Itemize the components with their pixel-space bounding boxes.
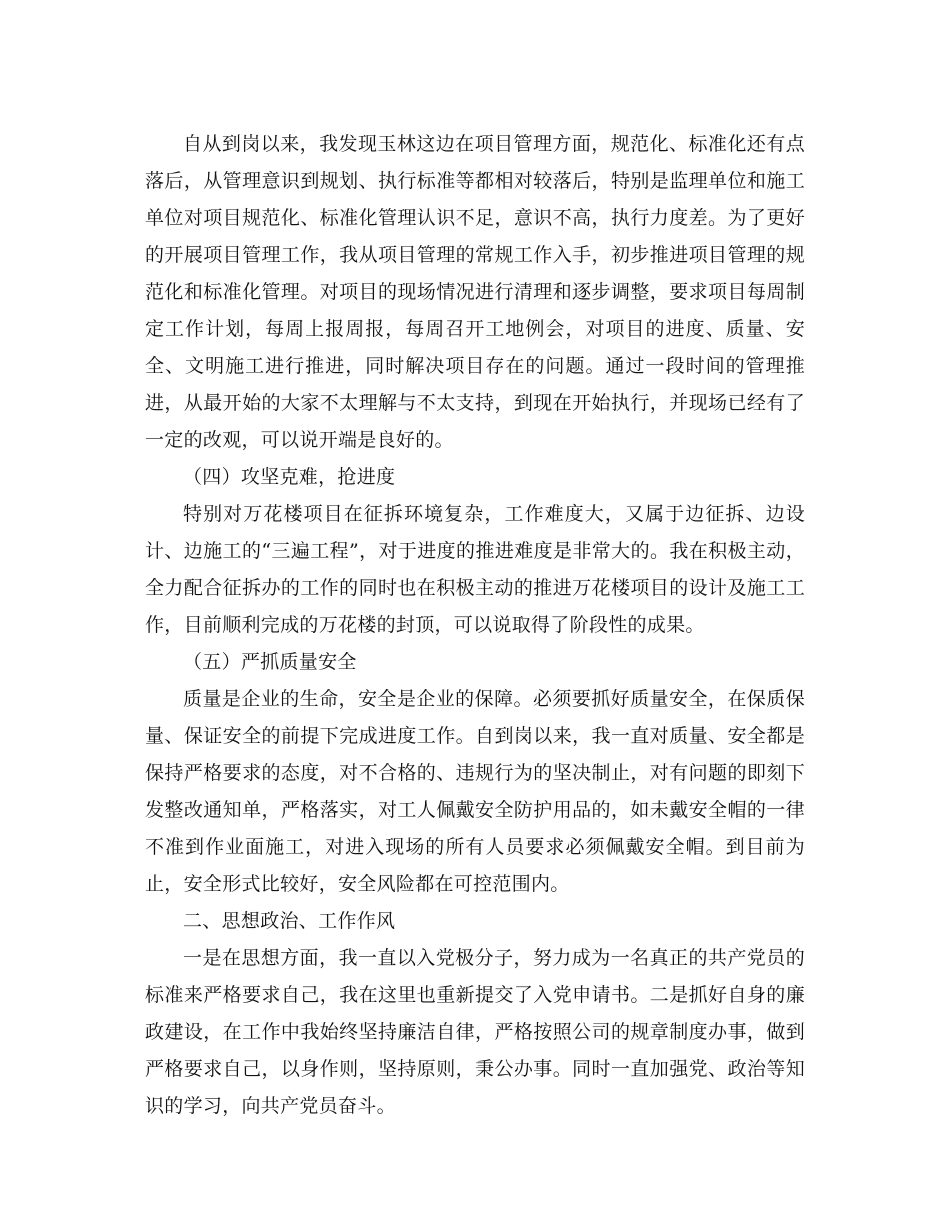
- paragraph-project-management: 自从到岗以来，我发现玉林这边在项目管理方面，规范化、标准化还有点落后，从管理意识到规划、执行标准等都相对较落后，特别是监理单位和施工单位对项目规范化、标准化管理认识不足，意识不高，执行力度差。为了更好的开展项目管理工作，我从项目管理的常规工作入手，初步推进项目管理的规范化和标准化管理。对项目的现场情况进行清理和逐步调整，要求项目每周制定工作计划，每周上报周报，每周召开工地例会，对项目的进度、质量、安全、文明施工进行推进，同时解决项目存在的问题。通过一段时间的管理推进，从最开始的大家不太理解与不太支持，到现在开始执行，并现场已经有了一定的改观，可以说开端是良好的。: [145, 133, 805, 451]
- paragraph-quality-safety: 质量是企业的生命，安全是企业的保障。必须要抓好质量安全，在保质保量、保证安全的前提下完成进度工作。自到岗以来，我一直对质量、安全都是保持严格要求的态度，对不合格的、违规行为的坚决制止，对有问题的即刻下发整改通知单，严格落实，对工人佩戴安全防护用品的，如未戴安全帽的一律不准到作业面施工，对进入现场的所有人员要求必须佩戴安全帽。到目前为止，安全形式比较好，安全风险都在可控范围内。: [145, 688, 805, 895]
- document-body: [145, 126, 805, 1125]
- paragraph-ideology: 一是在思想方面，我一直以入党极分子，努力成为一名真正的共产党员的标准来严格要求自己，我在这里也重新提交了入党申请书。二是抓好自身的廉政建设，在工作中我始终坚持廉洁自律，严格按照公司的规章制度办事，做到严格要求自己，以身作则，坚持原则，秉公办事。同时一直加强党、政治等知识的学习，向共产党员奋斗。: [145, 947, 805, 1117]
- section-heading-5: （五）严抓质量安全: [183, 651, 357, 673]
- section-heading-4: （四）攻坚克难，抢进度: [183, 466, 396, 488]
- section-heading-2: 二、思想政治、工作作风: [183, 910, 396, 932]
- paragraph-progress: 特别对万花楼项目在征拆环境复杂，工作难度大，又属于边征拆、边设计、边施工的“三遍工程”，对于进度的推进难度是非常大的。我在积极主动，全力配合征拆办的工作的同时也在积极主动的推进万花楼项目的设计及施工工作，目前顺利完成的万花楼的封顶，可以说取得了阶段性的成果。: [145, 503, 805, 636]
